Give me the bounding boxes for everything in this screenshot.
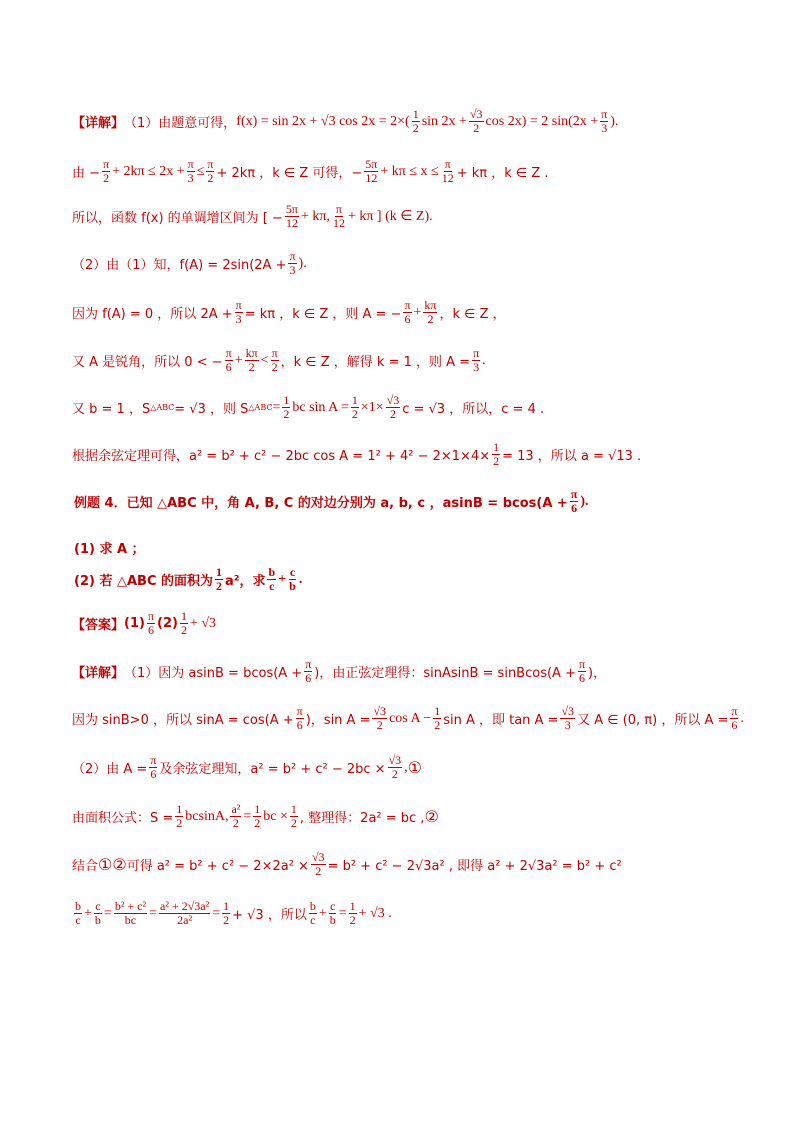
fraction: $\frac{√3}{2}$ (469, 107, 483, 135)
formula: = (103, 905, 112, 921)
fraction: $\frac{c}{b}$ (329, 899, 336, 927)
text: sin A ，即 tan A = (443, 713, 559, 728)
fraction: $\frac{\pi}{12}$ (441, 157, 454, 185)
fraction: $\frac{c}{b}$ (289, 565, 296, 593)
fraction: $\frac{5\pi}{12}$ (285, 202, 298, 230)
text: = b² + c² − 2√3a² , 即得 a² + 2√3a² = b² + c² (327, 859, 622, 874)
fraction: $\frac{√3}{2}$ (311, 850, 325, 878)
text: ，k ∈ Z ， (439, 307, 506, 322)
fraction: $\frac{\pi}{6}$ (731, 704, 738, 732)
text: (1) (124, 616, 145, 631)
text: (1) 求 A ； (74, 542, 145, 557)
text: 根据余弦定理可得，a² = b² + c² − 2bc cos A = 1² + 4² − 2×1×4× (72, 449, 491, 464)
fraction: $\frac{1}{2}$ (223, 899, 230, 927)
formula: bcsinA, (185, 808, 229, 824)
fraction: $\frac{c}{b}$ (94, 899, 101, 927)
formula: = (149, 905, 158, 921)
solution-line-15 (72, 754, 422, 781)
fraction: $\frac{1}{2}$ (216, 565, 223, 593)
fraction: $\frac{\pi}{6}$ (296, 704, 303, 732)
answer-tag: 【答案】 (72, 618, 125, 633)
fraction: $\frac{1}{2}$ (176, 802, 183, 830)
answer-line (72, 610, 216, 637)
solution-line-7 (72, 394, 544, 421)
fraction: $\frac{b}{c}$ (75, 899, 81, 927)
circled-numbers: ①② (98, 855, 127, 874)
text: 又 A ∈ (0, π) ，所以 A = (577, 713, 729, 728)
formula: + (84, 905, 92, 921)
text: （1）因为 asinB = bcos(A + (124, 666, 303, 681)
fraction: $\frac{√3}{2}$ (388, 753, 402, 781)
fraction: $\frac{\pi}{12}$ (332, 202, 345, 230)
formula: + kπ ≤ x ≤ (380, 163, 439, 179)
fraction: $\frac{1}{2}$ (412, 107, 419, 135)
formula: + (413, 304, 422, 320)
solution-line-16 (72, 803, 439, 830)
fraction: $\frac{\pi}{2}$ (207, 157, 214, 185)
example-4-statement (74, 488, 589, 515)
formula: < (260, 352, 269, 368)
formula: + kπ ] (k ∈ Z). (347, 209, 433, 224)
formula: + √3 . (358, 905, 392, 921)
fraction: $\frac{1}{2}$ (493, 440, 500, 468)
text: 因为 sinB>0 ，所以 sinA = cos(A + (72, 713, 294, 728)
fraction: $\frac{1}{2}$ (434, 704, 441, 732)
fraction: $\frac{1}{2}$ (351, 393, 358, 421)
formula: ). (580, 493, 589, 509)
circled-number-2: ② (424, 807, 439, 826)
text: 由面积公式：S = (72, 811, 174, 826)
text: 又 b = 1 ，S (72, 402, 151, 417)
text: )，由正弦定理得：sinAsinB = sinBcos(A + (314, 666, 576, 681)
solution-line-5 (72, 299, 506, 326)
text: 所以，函数 f(x) 的单调增区间为 [ − (72, 211, 283, 226)
formula: sin 2x + (421, 113, 467, 129)
fraction: $\frac{\pi}{2}$ (271, 346, 278, 374)
text: 结合 (72, 859, 99, 874)
fraction: $\frac{\pi}{3}$ (187, 157, 194, 185)
solution-line-2 (72, 158, 549, 185)
text: 可得 a² = b² + c² − 2×2a² × (126, 859, 309, 874)
formula: + (234, 352, 243, 368)
question-2 (74, 566, 302, 593)
detail-tag: 【详解】 (72, 666, 125, 681)
circled-number-1: ① (407, 758, 422, 777)
formula: = (338, 905, 347, 921)
text: （2）由 A = (72, 762, 148, 777)
solution-line-6 (72, 347, 486, 374)
solution-line-13 (72, 658, 606, 685)
fraction: $\frac{b}{c}$ (268, 565, 276, 593)
text: （1）由题意可得， (124, 116, 237, 131)
fraction: $\frac{\pi}{2}$ (103, 157, 110, 185)
fraction: $\frac{√3}{2}$ (386, 393, 400, 421)
text: (2) 若 △ABC 的面积为 (74, 574, 214, 589)
text: （2）由（1）知，f(A) = 2sin(2A + (72, 258, 287, 273)
fraction: $\frac{\pi}{6}$ (147, 609, 155, 637)
fraction: $\frac{\pi}{3}$ (289, 249, 296, 277)
text: ，k ∈ Z ，解得 k = 1 ，则 A = (280, 355, 471, 370)
text: + √3 ，所以 (232, 908, 307, 923)
fraction: $\frac{\text{a²}}{2}$ (231, 802, 241, 830)
detail-tag: 【详解】 (72, 116, 125, 131)
formula: . (482, 352, 486, 368)
fraction: $\frac{1}{2}$ (290, 802, 297, 830)
fraction: $\frac{\pi}{3}$ (473, 346, 480, 374)
formula: + (278, 571, 287, 587)
formula: = (272, 399, 281, 415)
formula: ×1× (360, 399, 384, 415)
fraction: $\frac{\pi}{3}$ (601, 107, 608, 135)
formula: + √3 (189, 615, 217, 631)
text: = √3 ，则 S (174, 402, 249, 417)
text: = 13 ，所以 a = √13 . (502, 449, 642, 464)
fraction: $\frac{b}{c}$ (309, 899, 316, 927)
subscript: △ABC (248, 403, 273, 412)
formula: , (404, 759, 408, 775)
text: 例题 4．已知 △ABC 中，角 A, B, C 的对边分别为 a, b, c ，asinB = bcos(A + (74, 496, 568, 511)
solution-line-18 (72, 900, 392, 927)
text: (2) (157, 616, 178, 631)
fraction: $\frac{5\pi}{12}$ (365, 157, 378, 185)
text: = kπ ，k ∈ Z ，则 A = − (244, 307, 402, 322)
fraction: $\frac{\pi}{6}$ (570, 487, 578, 515)
fraction: $\frac{\pi}{6}$ (305, 657, 312, 685)
text: 因为 f(A) = 0 ，所以 2A + (72, 307, 233, 322)
formula: + kπ, (300, 208, 330, 224)
text: a²，求 (225, 574, 266, 589)
fraction: $\frac{\pi}{6}$ (150, 753, 157, 781)
subscript: △ABC (150, 403, 175, 412)
formula: + (318, 905, 327, 921)
solution-line-4 (72, 250, 307, 277)
formula: cos A − (389, 710, 432, 726)
fraction: $\frac{1}{2}$ (349, 899, 356, 927)
fraction: $\frac{1}{2}$ (180, 609, 187, 637)
formula: ≤ (196, 163, 205, 179)
text: c = √3 ，所以，c = 4 . (402, 402, 545, 417)
formula: ). (298, 255, 307, 271)
formula: + 2kπ ≤ 2x + (112, 163, 185, 179)
formula: f(x) = sin 2x + √3 cos 2x = 2×( (236, 113, 410, 129)
text: 由 − (72, 166, 101, 181)
fraction: $\frac{√3}{3}$ (561, 704, 575, 732)
fraction: $\frac{\pi}{6}$ (578, 657, 586, 685)
fraction: $\frac{\text{b² + c²}}{bc}$ (114, 899, 147, 927)
solution-line-8 (72, 441, 641, 468)
solution-line-17 (72, 851, 622, 878)
fraction: $\frac{√3}{2}$ (373, 704, 387, 732)
fraction: $\frac{1}{2}$ (283, 393, 290, 421)
formula: = (243, 808, 252, 824)
fraction: $\frac{\pi}{3}$ (235, 298, 242, 326)
fraction: $\frac{\pi}{6}$ (225, 346, 232, 374)
text: , 整理得：2a² = bc , (299, 811, 425, 826)
fraction: $\frac{k\pi}{2}$ (245, 346, 258, 374)
formula: bc sin A = (292, 399, 349, 415)
formula: ). (610, 113, 619, 129)
solution-line-1 (72, 108, 618, 135)
text: + 2kπ ，k ∈ Z 可得，− (216, 166, 363, 181)
formula: = (212, 905, 221, 921)
formula: bc × (263, 808, 288, 824)
fraction: $\frac{k\pi}{2}$ (424, 298, 437, 326)
text: 及余弦定理知，a² = b² + c² − 2bc × (159, 762, 386, 777)
fraction: $\frac{\pi}{6}$ (404, 298, 411, 326)
fraction: $\frac{\text{a² + 2√3a²}}{\text{2a²}}$ (160, 899, 210, 927)
formula: . (740, 710, 744, 726)
text: 又 A 是锐角，所以 0 < − (72, 355, 223, 370)
text: + kπ ，k ∈ Z . (456, 166, 549, 181)
formula: . (298, 571, 303, 587)
question-1 (74, 538, 145, 557)
solution-line-3 (72, 203, 433, 230)
fraction: $\frac{1}{2}$ (254, 802, 261, 830)
formula: cos 2x) = 2 sin(2x + (485, 113, 599, 129)
text: )， (588, 666, 607, 681)
solution-line-14 (72, 705, 744, 732)
text: )，sin A = (305, 713, 371, 728)
